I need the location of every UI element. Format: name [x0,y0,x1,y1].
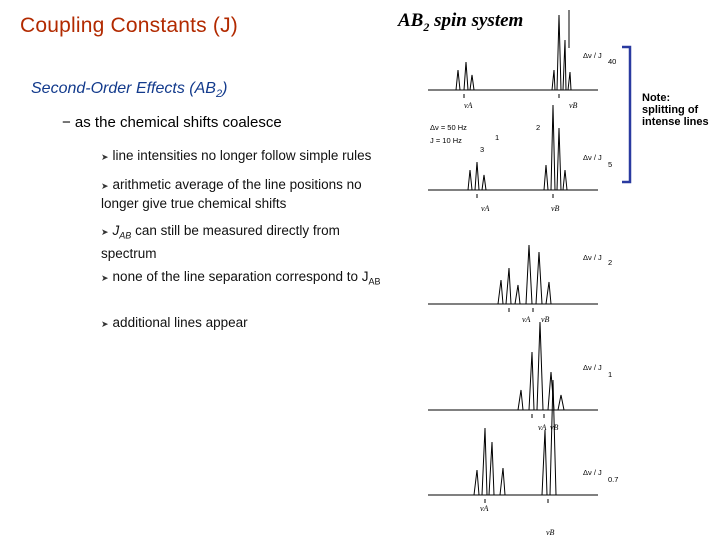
ratio-label: Δν / J [583,468,602,477]
subtitle [31,80,227,100]
ratio-value: 40 [608,57,617,66]
nu-a-label: νA [538,423,547,432]
note-line: splitting of [642,104,699,116]
main-bullet: − as the chemical shifts coalesce [62,114,282,131]
j-inset: J = 10 Hz [430,136,462,145]
nu-a-label: νA [464,101,473,110]
arrow-bullet-icon: ➤ [101,319,109,329]
spectrum-peaks [552,15,571,90]
bullet-text: additional lines appear [112,315,248,330]
bullet-text: line intensities no longer follow simple rules [112,148,372,163]
ratio-value: 2 [608,258,613,267]
j-symbol: J [112,223,120,238]
spectrum-peaks [474,380,556,495]
nu-a-label: νA [480,504,489,513]
bullet-line-separation [101,268,391,291]
j-subscript: AB [119,230,132,241]
bullet-line-intensities [101,147,391,166]
bullet-text: none of the line separation correspond to J [112,269,369,284]
ratio-label: Δν / J [583,253,602,262]
delta-nu-inset: Δν = 50 Hz [430,123,467,132]
bullet-arithmetic-average [101,176,391,212]
arrow-bullet-icon: ➤ [101,152,109,162]
bullet-jab-measured [101,222,391,262]
spectrum-peaks [498,245,551,304]
heading-rest: spin system [429,10,524,31]
ratio-label: Δν / J [583,363,602,372]
peak-number: 1 [495,133,500,142]
nu-b-label: νB [569,101,578,110]
bullet-text: arithmetic average of the line positions no longer give true chemical shifts [101,177,362,211]
bracket-shape [622,47,630,182]
ratio-value: 5 [608,160,613,169]
nu-b-label: νB [550,423,559,432]
spectrum-peaks [468,162,486,190]
ratio-label: Δν / J [583,51,602,60]
nu-b-label: νB [551,204,560,213]
arrow-bullet-icon: ➤ [101,181,109,191]
nu-a-label: νA [522,315,531,324]
spectra-figure [418,0,640,540]
nu-a-label: νA [481,204,490,213]
note-line: intense lines [642,116,709,128]
ratio-value: 0.7 [608,475,619,484]
bullet-additional-lines [101,314,391,333]
nu-b-label: νB [546,528,555,537]
bullet-text: can still be measured directly from spectrum [101,223,340,261]
slide-title: Coupling Constants (J) [20,14,238,37]
ratio-label: Δν / J [583,153,602,162]
peak-number: 2 [536,123,541,132]
arrow-bullet-icon: ➤ [101,227,109,237]
spectrum-peaks [518,322,564,410]
arrow-bullet-icon: ➤ [101,273,109,283]
note-box [642,92,709,128]
ratio-value: 1 [608,370,613,379]
subtitle-text: Second-Order Effects (AB [31,80,216,97]
subtitle-subscript: 2 [215,88,223,101]
nu-b-label: νB [541,315,550,324]
subtitle-close: ) [222,80,228,97]
heading-subscript: 2 [423,19,430,34]
spectrum-peaks [544,105,567,190]
heading-ab: AB [398,10,424,31]
peak-number: 3 [480,145,485,154]
j-subscript: AB [368,276,381,287]
spectrum-peaks [456,62,474,90]
note-line: Note: [642,92,671,104]
